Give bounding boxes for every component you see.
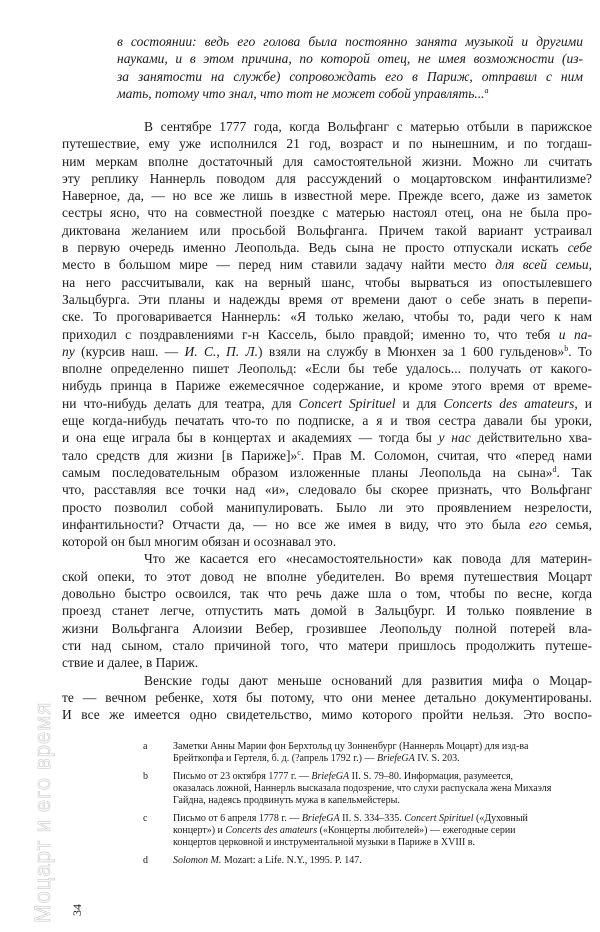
footnote-text [173, 771, 555, 807]
footnote-label: a [143, 741, 148, 752]
footnote-text [173, 813, 555, 849]
text-line [62, 447, 592, 464]
paragraph [62, 550, 592, 671]
text-line [62, 274, 592, 291]
text-line [62, 654, 592, 671]
text-run: II. S. 79–80. Информация, разумеется, оказалась ложной, Наннерль высказала подозрение, что слухи распускала жена Михаэля Гайдна, надеясь продвинуть мужа в капельмейстеры. [173, 771, 552, 806]
text-run: действительно хва- [470, 430, 592, 446]
text-run: еще когда-нибудь печатать что-то по подписке, а я и твоя сестра давали бы уроки, [62, 413, 592, 429]
italic-text: Solomon M. [173, 855, 222, 866]
text-line [62, 689, 592, 706]
text-line [62, 377, 592, 394]
block-quote [117, 33, 583, 102]
text-run: и она еще играла бы в концертах и академиях — тогда бы [62, 430, 439, 446]
footnote-marker[interactable]: b [564, 343, 569, 353]
text-run: эту реплику Наннерль поводом для рассуждений о моцартовском инфантилизме? [62, 170, 592, 186]
italic-text: BriefeGA [377, 753, 415, 764]
footnote-text [173, 855, 555, 867]
text-line [62, 118, 592, 135]
text-line [62, 291, 592, 308]
text-line [62, 135, 592, 152]
text-run: ствие и далее, в Париж. [62, 655, 199, 671]
text-line [62, 326, 592, 343]
text-line [62, 672, 592, 689]
italic-text: Concerts des amateurs [443, 395, 575, 411]
text-line [62, 204, 592, 221]
text-run: которой он был многим обязан и осознавал это. [62, 534, 337, 550]
text-line [62, 170, 592, 187]
italic-text: BriefeGA [311, 771, 350, 782]
page-number: 34 [70, 904, 84, 916]
text-run: Письмо от 6 апреля 1778 г. — [173, 813, 302, 824]
text-line [62, 706, 592, 723]
text-run: Наверное, да, — но все же лишь в известной мере. Прежде всего, даже из заметок [62, 188, 592, 204]
text-run: в первую очередь именно Леопольда. Ведь сына не просто отпускали искать [62, 240, 568, 256]
text-run: жизни Вольфганга Алоизии Вебер, грозившее Леопольду полной потерей вла- [62, 620, 592, 636]
footnote [143, 855, 555, 867]
text-run: проезд станет легче, отпустить мать домой в Зальцбург. И только появление в [62, 603, 592, 619]
text-run: Зальцбурга. Эти планы и надежды время от времени дают о себе знать в перепи- [62, 291, 592, 307]
quote-line [117, 85, 583, 102]
text-run: Mozart: a Life. N.Y., 1995. P. 147. [221, 855, 362, 866]
text-run: семья, [547, 516, 592, 532]
text-line [62, 187, 592, 204]
italic-text: себе [567, 240, 592, 256]
italic-text: Concert Spirituel [404, 813, 474, 824]
footnotes [143, 741, 555, 873]
italic-text: и па- [558, 326, 592, 342]
text-line [62, 499, 592, 516]
text-line [62, 308, 592, 325]
text-run: Письмо от 23 октября 1777 г. — [173, 771, 312, 782]
text-line [62, 585, 592, 602]
text-line [62, 412, 592, 429]
footnote-marker[interactable]: a [484, 85, 489, 95]
text-line [62, 360, 592, 377]
italic-text: его [529, 516, 548, 532]
text-run: науками, и в этом причина, по которой отец, не имея возможности (из- [117, 51, 583, 67]
text-run: довольно быстро освоился, так что речь даже шла о том, чтобы по весне, когда [62, 586, 592, 602]
text-run: II. S. 334–335. [339, 813, 405, 824]
footnote [143, 741, 555, 765]
text-run: мать, потому что знал, что тот не может собой управлять... [117, 85, 485, 101]
text-run: И все же имеется одно свидетельство, мимо которого пройти нельзя. Это воспо- [62, 707, 592, 723]
text-run: ним меркам вполне достаточный для самостоятельной жизни. Можно ли считать [62, 153, 592, 169]
text-run: те — вечном ребенке, хотя бы потому, что они менее детально документированы. [62, 689, 592, 705]
text-run: приходил с поздравлениями г-н Кассель, было правдой; именно то, что тебя [62, 326, 559, 342]
text-run: сестры ясно, что на совместной поездке с матерью настоял отец, она не была про- [62, 205, 592, 221]
text-run: . То [568, 343, 592, 359]
italic-text: Concerts des amateurs [225, 825, 318, 836]
text-run: («Концерты любителей») — ежегодные серии концертов церковной и инструментальной музыки в Париже в XVIII в. [173, 825, 516, 848]
text-run: место в большом мире — перед ним ставили задачу найти место [62, 257, 496, 273]
text-line [62, 153, 592, 170]
text-line [62, 550, 592, 567]
footnote-label: d [143, 855, 148, 866]
text-run: . Так [556, 464, 592, 480]
text-run: диктована желанием или просьбой Вольфганга. Причем такой вариант устраивал [62, 222, 592, 238]
italic-text: пу [62, 343, 75, 359]
text-run: (курсив наш. — [74, 343, 185, 359]
text-line [62, 602, 592, 619]
text-line [62, 395, 592, 412]
text-run: ской опеки, то этот довод не вполне убедителен. Во время путешествия Моцарт [62, 568, 592, 584]
text-line [62, 637, 592, 654]
text-run: IV. S. 203. [414, 753, 460, 764]
text-line [62, 568, 592, 585]
footnote-label: c [143, 813, 148, 824]
text-run: ни что-нибудь делать для театра, для [62, 395, 299, 411]
italic-text: BriefeGA [301, 813, 340, 824]
text-run: за занятости на службе) сопровождать его в Париж, отправил с ним [117, 68, 583, 84]
italic-text: И. С., П. Л. [184, 343, 259, 359]
paragraph [62, 672, 592, 724]
text-run: ске. То проговаривается Наннерль: «Я только желаю, чтобы то, ради чего к нам [62, 309, 592, 325]
text-run: тало средств для жизни [в Париже]» [62, 447, 298, 463]
text-run: нибудь принца в Париже ежемесячное содержание, и кроме этого время от време- [62, 378, 592, 394]
text-run: инфантильности? Отчасти да, — но все же имея в виду, что это была [62, 516, 530, 532]
footnote-label: b [143, 771, 148, 782]
text-line [62, 464, 592, 481]
text-run: ) взяли на службу в Мюнхен за 1 600 гульденов» [258, 343, 565, 359]
text-line [62, 516, 592, 533]
footnote-marker[interactable]: c [297, 447, 301, 457]
text-line [62, 533, 592, 550]
text-run: Венские годы дают меньше оснований для развития мифа о Моцар- [144, 672, 592, 688]
text-line [62, 429, 592, 446]
text-run: вполне определенно пишет Леопольд: «Если бы тебе удалось... получать от какого- [62, 361, 592, 377]
text-line [62, 481, 592, 498]
text-run: что, расставляя все точки над «и», следовало бы скорее признать, что Вольфганг [62, 482, 592, 498]
quote-line [117, 50, 583, 67]
footnote [143, 813, 555, 849]
text-run: Что же касается его «несамостоятельности» как повода для материн- [144, 551, 592, 567]
italic-text: у нас [438, 430, 471, 446]
text-run: («Духовный концерт») и [173, 813, 528, 836]
footnote-marker[interactable]: d [552, 464, 557, 474]
text-line [62, 256, 592, 273]
body-text [62, 118, 592, 723]
text-run: самым последовательным образом изложенные планы Леопольда на сына» [62, 464, 553, 480]
text-run: сти над сыном, стало причиной того, что матери пришлось продолжить путеше- [62, 637, 592, 653]
text-line [62, 239, 592, 256]
text-run: в состоянии: ведь его голова была постоянно занята музыкой и другими [117, 34, 583, 49]
running-book-title: Моцарт и его время [30, 701, 55, 923]
quote-line [117, 33, 583, 50]
text-run: путешествие, ему уже исполнился 21 год, возраст и по нынешним, и по тогдаш- [62, 136, 592, 152]
text-run: и для [395, 395, 444, 411]
italic-text: для всей семьи [495, 257, 589, 273]
footnote-text [173, 741, 555, 765]
text-line [62, 222, 592, 239]
text-run: на него рассчитывали, как на верный шанс, чтобы вырваться из опостылевшего [62, 274, 592, 290]
italic-text: Concert Spirituel [298, 395, 396, 411]
text-run: Заметки Анны Марии фон Берхтольд цу Зонненбург (Наннерль Моцарт) для изд-ва Брейткопфа и Гертеля, б. д. (?апрель 1792 г.) — [173, 741, 529, 764]
paragraph [62, 118, 592, 550]
text-run: , [588, 257, 592, 273]
quote-line [117, 68, 583, 85]
text-line [62, 343, 592, 360]
text-run: , и [574, 395, 592, 411]
text-run: просто позволил собой манипулировать. Было ли это проявлением незрелости, [62, 499, 592, 515]
text-run: В сентябре 1777 года, когда Вольфганг с матерью отбыли в парижское [144, 119, 592, 134]
text-line [62, 620, 592, 637]
footnote [143, 771, 555, 807]
text-run: . Прав М. Соломон, считая, что «перед нами [300, 447, 592, 463]
